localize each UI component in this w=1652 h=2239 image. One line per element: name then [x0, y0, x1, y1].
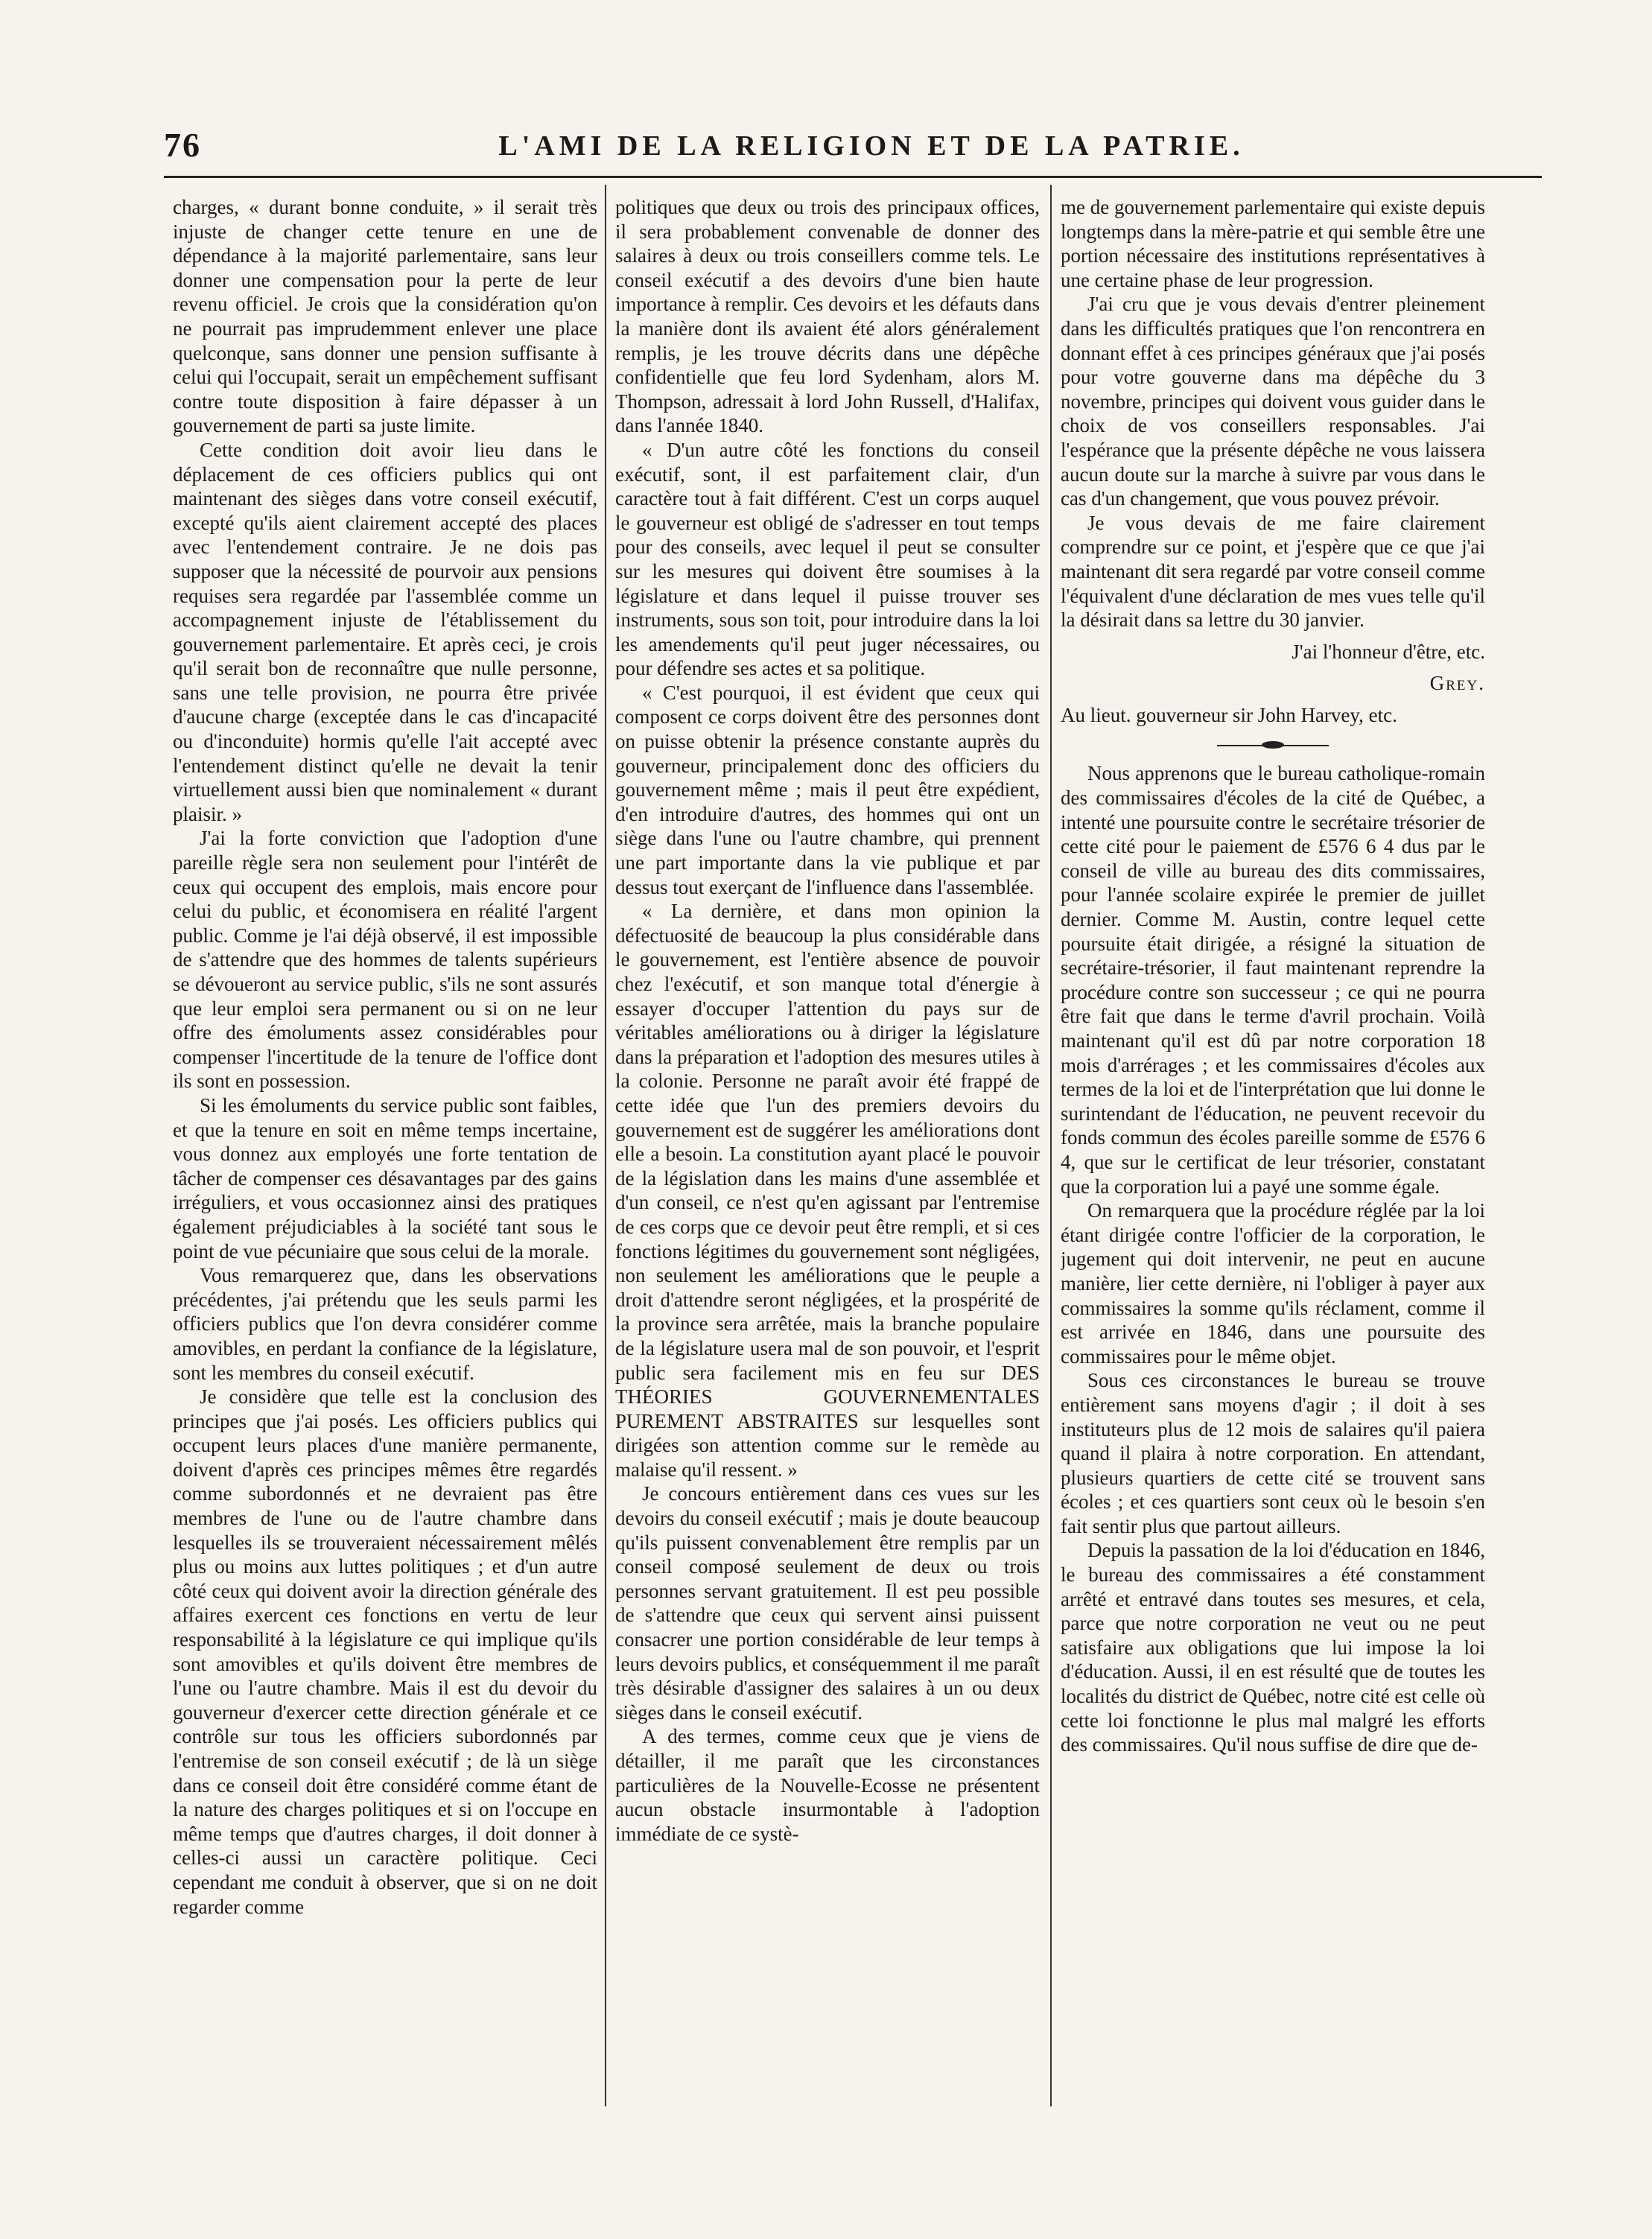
paragraph: A des termes, comme ceux que je viens de détailler, il me paraît que les circonstances particulières de la Nouvelle-Ecosse ne présentent aucun obstacle insurmontable à l'adoption immédiate de ce systè- [615, 1725, 1040, 1845]
paragraph: Je considère que telle est la conclusion des principes que j'ai posés. Les officiers publics qui occupent leurs places d'une manière permanente, doivent d'après ces principes mêmes être regardés comme subordonnés et ne devraient pas être membres de l'une ou de l'autre chambre dans lesquelles ils se trouveraient nécessairement mêlés plus ou moins aux luttes politiques ; et d'un autre côté ceux qui doivent avoir la direction générale des affaires exercent ces fonctions en vertu de leur responsabilité à la législature ce qui implique qu'ils sont amovibles et qu'ils doivent être membres de l'une ou l'autre chambre. Mais il est du devoir du gouverneur d'exercer cette direction générale et ce contrôle sur tous les officiers subordonnés par l'entremise de son conseil exécutif ; de là un siège dans ce conseil doit être considéré comme étant de la nature des charges politiques et si on l'occupe en même temps que d'autres charges, il doit donner à celles-ci aussi un caractère politique. Ceci cependant me conduit à observer, que si on ne doit regarder comme [173, 1385, 597, 1918]
column-divider [1050, 185, 1052, 2106]
section-divider-ornament [1217, 740, 1329, 751]
paragraph: « La dernière, et dans mon opinion la défectuosité de beaucoup la plus considérable dans le gouvernement, est l'entière absence de pouvoir chez l'exécutif, et son manque total d'énergie à essayer d'occuper l'attention du pays sur de véritables améliorations ou à diriger la législature dans la préparation et l'adoption des mesures utiles à la colonie. Personne ne paraît avoir été frappé de cette idée que l'un des premiers devoirs du gouvernement est de suggérer les améliorations dont elle a besoin. La constitution ayant placé le pouvoir de la législation dans les mains d'une assemblée et d'un conseil, ce n'est qu'en agissant par l'entremise de ces corps que ce devoir peut être rempli, et si ces fonctions légitimes du gouvernement sont négligées, non seulement les améliorations que le peuple a droit d'attendre seront négligées, et la prospérité de la province sera arrêtée, mais la branche populaire de la législature usera mal de son pouvoir, et l'esprit public sera facilement mis en feu sur DES THÉORIES GOUVERNEMENTALES PUREMENT ABSTRAITES sur lesquelles sont dirigées son attention comme sur le remède au malaise qu'il ressent. » [615, 900, 1040, 1481]
column-2 [615, 195, 1040, 2102]
paragraph: Nous apprenons que le bureau catholique-romain des commissaires d'écoles de la cité de Québec, a intenté une poursuite contre le secrétaire trésorier de cette cité pour le paiement de £576 6 4 dus par le conseil de ville au bureau des dits commissaires, pour l'année scolaire expirée le premier de juillet dernier. Comme M. Austin, contre lequel cette poursuite était dirigée, a résigné la situation de secrétaire-trésorier, il faut maintenant reprendre la procédure contre son successeur ; ce qui ne pourra être fait que dans le terme d'avril prochain. Voilà maintenant qu'il est dû par notre corporation 18 mois d'arrérages ; et les commissaires d'écoles aux termes de la loi et de l'interprétation que lui donne le surintendant de l'éducation, ne peuvent recevoir du fonds commun des écoles pareille somme de £576 6 4, que sur le certificat de leur trésorier, constatant que la corporation lui a payé une somme égale. [1061, 762, 1485, 1198]
page-number: 76 [164, 126, 201, 164]
paragraph: J'ai cru que je vous devais d'entrer pleinement dans les difficultés pratiques que l'on rencontrera en donnant effet à ces principes généraux que j'ai posés pour votre gouverne dans ma dépêche du 3 novembre, principes qui doivent vous guider dans le choix de vos conseillers responsables. J'ai l'espérance que la présente dépêche ne vous laissera aucun doute sur la marche à suivre par vous dans le cas d'un changement, que vous pouvez prévoir. [1061, 293, 1485, 510]
paragraph: charges, « durant bonne conduite, » il serait très injuste de changer cette tenure en une de dépendance à la majorité parlementaire, sans leur donner une compensation pour la perte de leur revenu officiel. Je crois que la considération qu'on ne pourrait pas imprudemment enlever une place quelconque, sans donner une pension suffisante à celui qui l'occupait, serait un empêchement suffisant contre toute disposition à faire dépasser à un gouvernement de parti sa juste limite. [173, 196, 597, 437]
paragraph: « C'est pourquoi, il est évident que ceux qui composent ce corps doivent être des personnes dont on puisse obtenir la présence constante auprès du gouverneur, principalement donc des officiers du gouvernement même ; mais il peut être expédient, d'en introduire d'autres, des hommes qui ont un siège dans l'une ou l'autre chambre, qui prennent une part importante dans la vie publique et par dessus tout exerçant de l'influence dans l'assemblée. [615, 681, 1040, 898]
letter-closing: J'ai l'honneur d'être, etc. [1292, 640, 1485, 663]
page-header [164, 125, 1542, 170]
paragraph: « D'un autre côté les fonctions du conseil exécutif, sont, il est parfaitement clair, d'un caractère tout à fait différent. C'est un corps auquel le gouverneur est obligé de s'adresser en tout temps pour des conseils, avec lequel il peut se consulter sur les mesures qui doivent être soumises à la législature et dans lequel il puisse trouver ses instruments, sous son toit, pour introduire dans la loi les amendements qu'il peut juger nécessaires, ou pour défendre ses actes et sa politique. [615, 438, 1040, 680]
paragraph: J'ai la forte conviction que l'adoption d'une pareille règle sera non seulement pour l'intérêt de ceux qui occupent des emplois, mais encore pour celui du public, et économisera en réalité l'argent public. Comme je l'ai déjà observé, il est impossible de s'attendre que des hommes de talents supérieurs se dévoueront au service public, s'ils ne sont assurés que leur emploi sera permanent ou si on ne leur offre des émoluments assez considérables pour compenser l'incertitude de la tenure de l'office dont ils sont en possession. [173, 827, 597, 1093]
paragraph: me de gouvernement parlementaire qui existe depuis longtemps dans la mère-patrie et qui semble être une portion nécessaire des institutions représentatives à une certaine phase de leur progression. [1061, 196, 1485, 291]
paragraph: Je vous devais de me faire clairement comprendre sur ce point, et j'espère que ce que j'ai maintenant dit sera regardé par votre conseil comme l'équivalent d'une déclaration de mes vues telle qu'il la désirait dans sa lettre du 30 janvier. [1061, 511, 1485, 632]
column-divider [605, 185, 606, 2106]
header-rule [164, 176, 1542, 178]
paragraph: Vous remarquerez que, dans les observations précédentes, j'ai prétendu que les seuls parmi les officiers publics que l'on devra considérer comme amovibles, en perdant la confiance de la législature, sont les membres du conseil exécutif. [173, 1264, 597, 1384]
paragraph: Sous ces circonstances le bureau se trouve entièrement sans moyens d'agir ; il doit à ses instituteurs plus de 12 mois de salaires qu'il paiera quand il plaira à notre corporation. En attendant, plusieurs quartiers de cette cité se trouvent sans écoles ; et ces quartiers sont ceux où le besoin s'en fait sentir plus que partout ailleurs. [1061, 1369, 1485, 1537]
paragraph: Cette condition doit avoir lieu dans le déplacement de ces officiers publics qui ont maintenant des sièges dans votre conseil exécutif, excepté qu'ils aient clairement accepté des places avec l'entendement contraire. Je ne dois pas supposer que la nécessité de pourvoir aux pensions requises sera regardée par l'assemblée comme un accompagnement injuste de l'établissement du gouvernement parlementaire. Et après ceci, je crois qu'il serait bon de reconnaître que nulle personne, sans une telle provision, ne pourra être privée d'aucune charge (exceptée dans le cas d'incapacité ou d'inconduite) hormis qu'elle l'ait accepté avec l'entendement distinct qu'elle ne devait la tenir virtuellement aussi bien que nominalement « durant plaisir. » [173, 438, 597, 825]
paragraph: politiques que deux ou trois des principaux offices, il sera probablement convenable de donner des salaires à deux ou trois conseillers comme tels. Le conseil exécutif a des devoirs d'une bien haute importance à remplir. Ces devoirs et les défauts dans la manière dont ils avaient été alors généralement remplis, je les trouve décrits dans une dépêche confidentielle que feu lord Sydenham, alors M. Thompson, adressait à lord John Russell, d'Halifax, dans l'année 1840. [615, 196, 1040, 437]
paragraph: On remarquera que la procédure réglée par la loi étant dirigée contre l'officier de la corporation, le jugement qui doit intervenir, ne peut en aucune manière, lier cette dernière, ni l'obliger à payer aux commissaires la somme qu'ils réclament, comme il est arrivée en 1846, dans une poursuite des commissaires pour le même objet. [1061, 1199, 1485, 1368]
letter-addressee: Au lieut. gouverneur sir John Harvey, etc. [1061, 703, 1397, 726]
paragraph: Si les émoluments du service public sont faibles, et que la tenure en soit en même temps incertaine, vous donnez aux employés une forte tentation de tâcher de compenser ces désavantages par des gains irréguliers, et vous occasionnez ainsi des pratiques également préjudiciables à la société tant sous le point de vue pécuniaire que sous celui de la morale. [173, 1093, 597, 1263]
running-title: L'AMI DE LA RELIGION ET DE LA PATRIE. [498, 130, 1245, 162]
column-3 [1061, 195, 1485, 2102]
paragraph: Je concours entièrement dans ces vues sur les devoirs du conseil exécutif ; mais je doute beaucoup qu'ils puissent convenablement être remplis par un conseil composé seulement de deux ou trois personnes servant gratuitement. Il est peu possible de s'attendre que ceux qui servent ainsi puissent consacrer une portion considérable de leur temps à leurs devoirs publics, et conséquemment il me paraît très désirable d'assigner des salaires à un ou deux sièges dans le conseil exécutif. [615, 1482, 1040, 1724]
letter-signature: Grey. [1429, 672, 1485, 695]
paragraph: Depuis la passation de la loi d'éducation en 1846, le bureau des commissaires a été constamment arrêté et entravé dans toutes ses mesures, et cela, parce que notre corporation ne veut ou ne peut satisfaire aux obligations que lui impose la loi d'éducation. Aussi, il en est résulté que de toutes les localités du district de Québec, notre cité est celle où cette loi fonctionne le plus mal malgré les efforts des commissaires. Qu'il nous suffise de dire que de- [1061, 1539, 1485, 1756]
column-1 [173, 195, 597, 2102]
